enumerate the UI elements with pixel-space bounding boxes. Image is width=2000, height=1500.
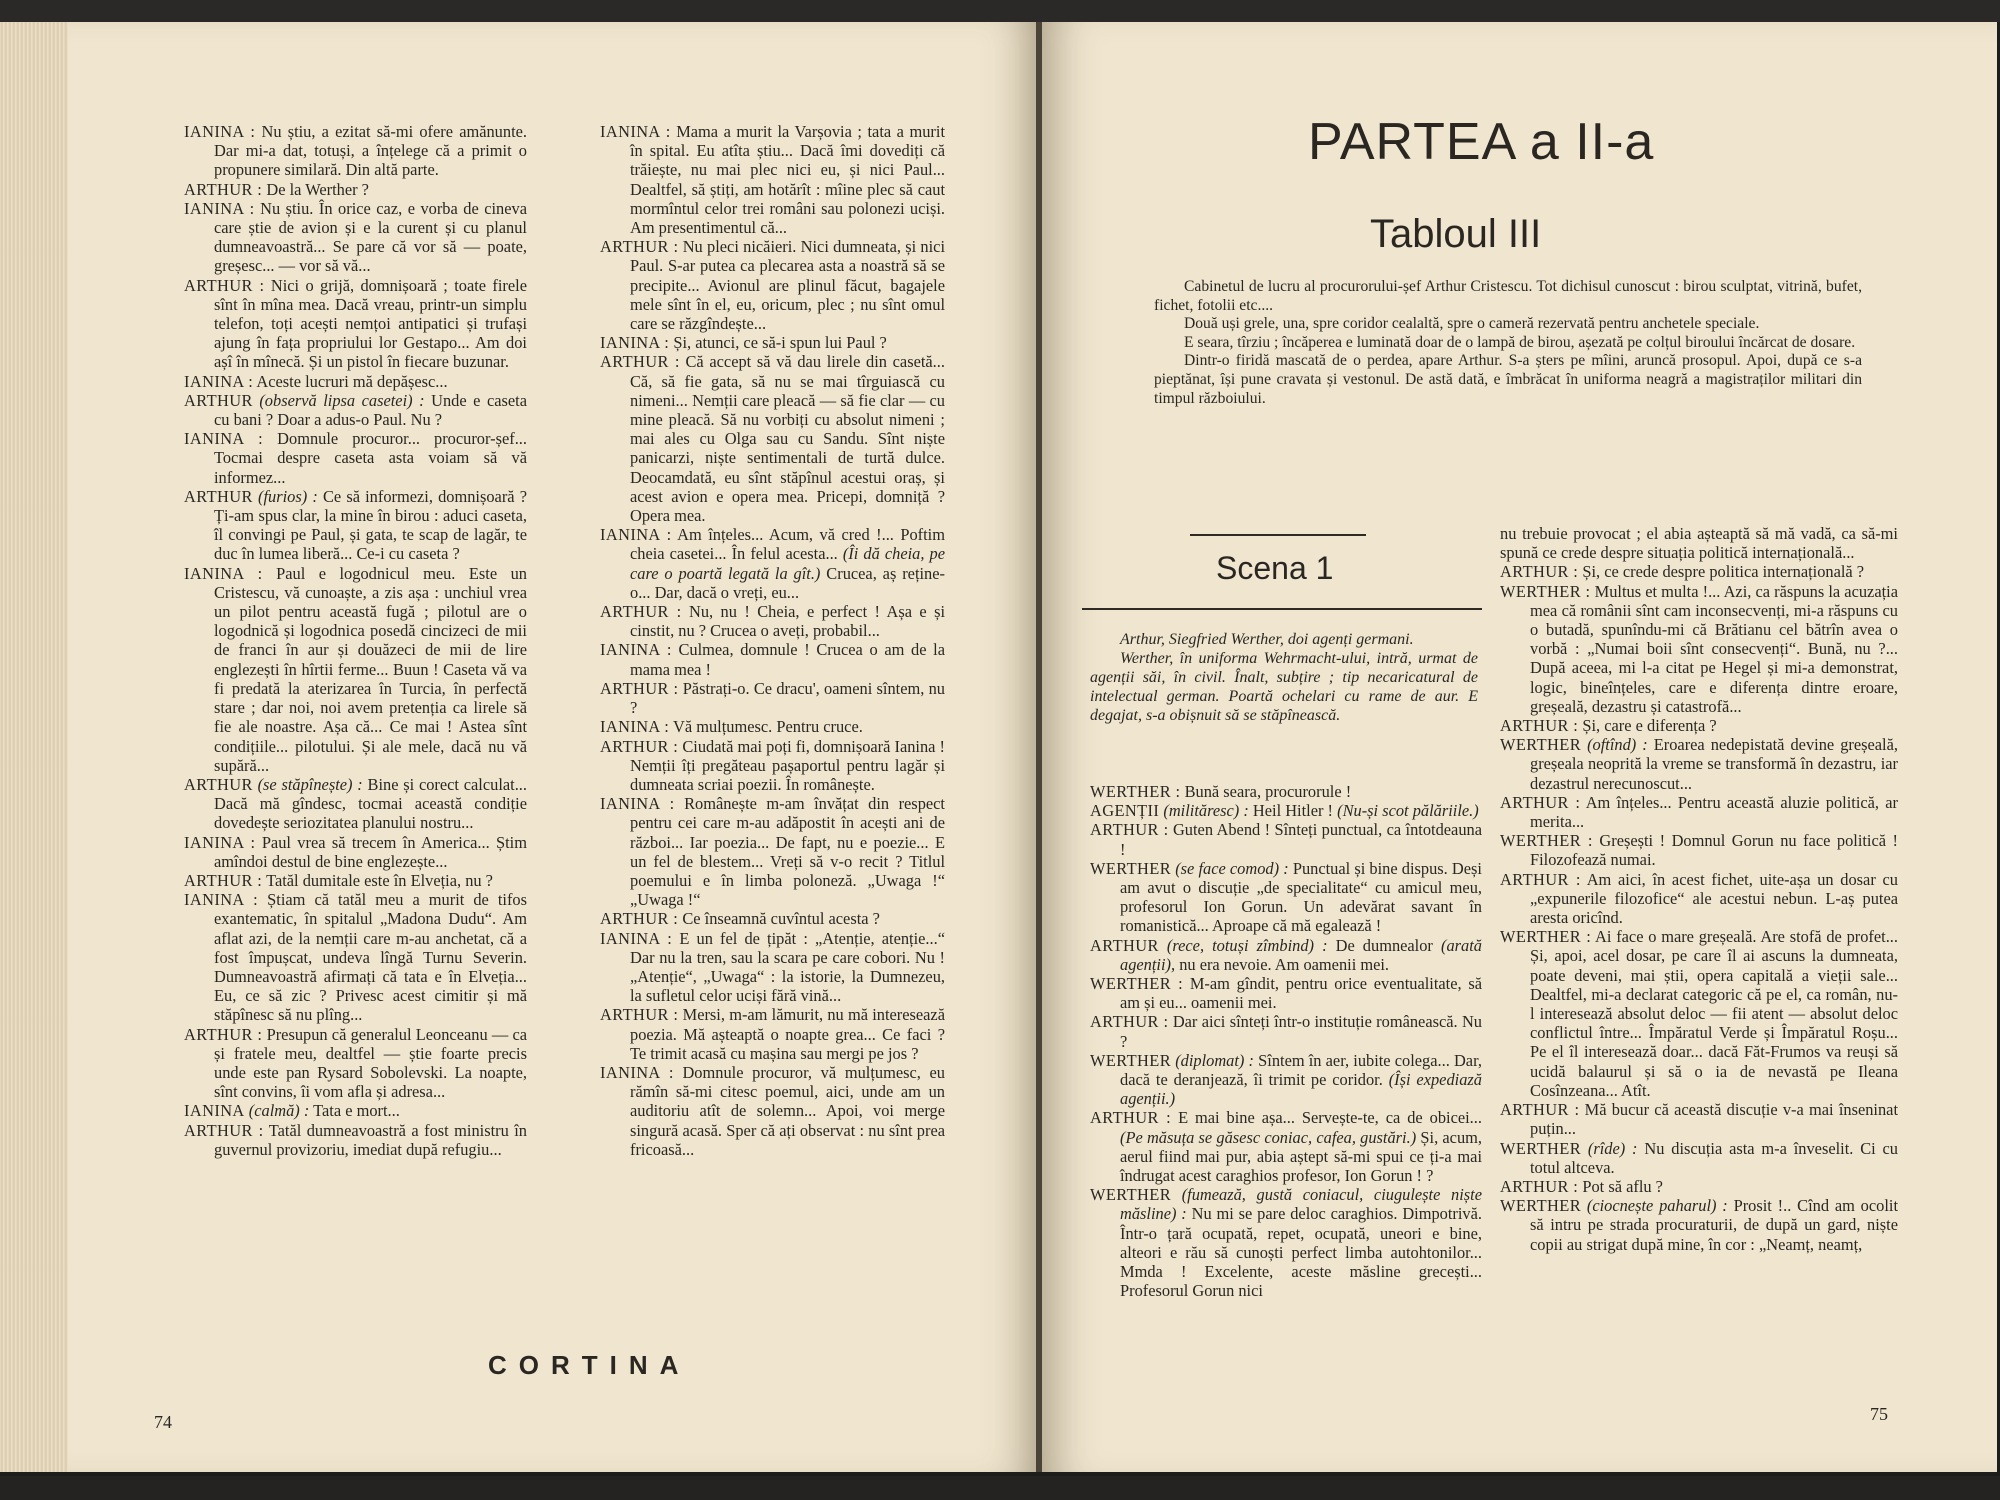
- stage-direction: (Pe măsuța se găsesc coniac, cafea, gustări.): [1120, 1127, 1417, 1147]
- dialogue-text: Că accept să vă dau lirele din casetă... Că, să fie gata, să nu se mai tîrguiască cu nimeni... Nemții care pleacă — să fie clar — cu mine pleacă. Să nu vorbiți cu absolut nimeni ; mai ales cu Olga sau cu Sandu. Sînt niște panicarzi, niște sentimentali de turtă dulce. Deocamdată, eu sînt stăpînul acestui oraș, și acest avion e opera mea. Pricepi, domniță ? Opera mea.: [630, 352, 945, 526]
- speaker-name: ARTHUR :: [600, 909, 679, 929]
- dialogue-text: Nici o grijă, domnișoară ; toate firele sînt în mîna mea. Dacă vreau, printr-un simplu telefon, toți acești nemțoi antipatici și trufași ajung în fața propriului lor Gestapo... Am doi așî în mînecă. Și un pistol în fiecare buzunar.: [214, 275, 527, 372]
- dialogue-text: Am înțeles... Acum, vă cred !... Poftim cheia casetei... În felul acesta...: [630, 525, 945, 564]
- dialogue-text: Tatăl dumitale este în Elveția, nu ?: [266, 870, 493, 890]
- dialogue-text: E mai bine așa... Servește-te, ca de obicei...: [1178, 1108, 1482, 1128]
- left-page: [68, 22, 1040, 1472]
- stage-direction: (rece, totuși zîmbind) :: [1166, 935, 1328, 955]
- dialogue-text: E un fel de țipăt : „Atenție, atenție...“ Dar nu la tren, sau la scara pe care cobori. Nu ! „Atenție“, „Uwaga“ : la istorie, la Dumnezeu, la sufletul celor uciși fără vină...: [630, 928, 945, 1006]
- dialogue-text: Unde e caseta cu bani ? Doar a adus-o Paul. Nu ?: [214, 390, 527, 430]
- dialogue-line: [184, 391, 527, 429]
- cast-paragraph: Arthur, Siegfried Werther, doi agenți germani.: [1120, 631, 1414, 648]
- speaker-name: IANINA :: [184, 371, 254, 391]
- book-edge-bottom: [0, 1476, 2000, 1500]
- dialogue-text: Prosit !.. Cînd am ocolit să intru pe strada procuraturii, de după un gard, niște copii au strigat după mine, în cor : „Neamț, neamț,: [1530, 1196, 1898, 1254]
- divider-bottom: [1082, 608, 1482, 610]
- dialogue-text: Vă mulțumesc. Pentru cruce.: [673, 717, 863, 737]
- part-title: PARTEA a II-a: [1308, 113, 1655, 171]
- speaker-name: WERTHER: [1090, 1185, 1172, 1205]
- dialogue-line: [1090, 936, 1482, 974]
- dialogue-text: Ai face o mare greșeală. Are stofă de profet... Și, apoi, acel dosar, pe care îl ai ascuns la dumneata, poate deveni, mai știi, opera capitală a vieții sale... Dealtfel, mi-a declarat categoric că pe el, ca român, nu-l interesează absolut deloc — fii atent — absolut deloc conflictul între... Împăratul Verde și Împăratul Roșu... Pe el îl interesează doar... dacă Făt-Frumos va reuși să ucidă balaurul și să o ia de nevastă pe Ileana Cosînzeana... Atît.: [1530, 927, 1898, 1100]
- speaker-name: IANINA :: [600, 794, 675, 814]
- speaker-name: ARTHUR :: [600, 352, 680, 372]
- dialogue-text: Punctual și bine dispus. Deși am avut o discuție „de specialitate“ cu amicul meu, profesorul Ion Gorun. Un adevărat savant în romanistică... Aproape că mă egalează !: [1120, 858, 1482, 936]
- dialogue-line: [600, 929, 945, 1006]
- dialogue-line: [600, 602, 945, 640]
- right-page: [1042, 22, 1997, 1472]
- curtain-label: CORTINA: [488, 1350, 691, 1380]
- dialogue-line: [1090, 859, 1482, 936]
- dialogue-text: Și, ce crede despre politica internațională ?: [1582, 562, 1865, 582]
- stage-direction: (milităresc) :: [1163, 801, 1249, 821]
- speaker-name: ARTHUR :: [184, 1120, 264, 1140]
- stage-setting: [1154, 278, 1862, 408]
- stage-direction: (se face comod) :: [1175, 858, 1289, 878]
- dialogue-line: [184, 199, 527, 276]
- dialogue-text: Ce să informezi, domnișoară ? Ți-am spus clar, la mine în birou : aduci caseta, îl convingi pe Paul, și gata, te scap de lagăr, te duc în lumea liberă... Ce-i cu caseta ?: [214, 486, 528, 564]
- dialogue-text: Mama a murit la Varșovia ; tata a murit în spital. Eu atîta știu... Dacă îmi dovediți că trăiește, nu mai plec nici eu, și nici Paul... Dealtfel, să știți, am hotărît : mîine plec să caut mormîntul celor trei români sau polonezi uciși. Am presentimentul că...: [630, 122, 945, 238]
- dialogue-line: [1500, 716, 1898, 735]
- dialogue-text: Presupun că generalul Leonceanu — ca și fratele meu, dealtfel — știe foarte precis unde este pan Rysard Sobolevski. La noapte, sînt convins, îi vom afla și adresa...: [214, 1024, 527, 1102]
- speaker-name: WERTHER :: [1500, 927, 1592, 947]
- stage-direction: (rîde) :: [1587, 1138, 1638, 1158]
- speaker-name: ARTHUR: [184, 486, 253, 506]
- dialogue-line: [184, 890, 527, 1024]
- dialogue-text: Guten Abend ! Sînteți punctual, ca întotdeauna !: [1120, 820, 1482, 859]
- dialogue-line: [1500, 793, 1898, 831]
- speaker-name: IANINA :: [600, 1062, 674, 1082]
- dialogue-line: [1500, 524, 1898, 562]
- speaker-name: AGENȚII: [1090, 801, 1160, 821]
- page-stack-edge: [0, 22, 70, 1472]
- setting-paragraph: Dintr-o firidă mascată de o perdea, apare Arthur. S-a șters pe mîini, aruncă prosopul. Apoi, după ce s-a pieptănat, își pune cravata și vestonul. De astă dată, e îmbrăcat în uniforma neagră a magistraților militari din timpul războiului.: [1154, 352, 1862, 407]
- dialogue-text: Paul e logodnicul meu. Este un Cristescu, vă cunoaște, a zis așa : unchiul vrea un pilot pentru această fugă ; pilotul are o logodnică și logodnica posedă cincizeci de mii de franci în aur și douăzeci de mii de lire englezești în hîrtii ferme... Buun ! Caseta vă va fi predată la aterizarea în Turcia, în perfectă stare ; dar noi, noi avem pretenția ca lirele să fie ale noastre. Așa că... Ce mai ! Astea sînt condițiile... pilotului. Și ale mele, dacă nu vă supără...: [214, 563, 527, 775]
- dialogue-line: [1500, 927, 1898, 1100]
- stage-direction: (calmă) :: [248, 1101, 310, 1121]
- dialogue-line: [600, 909, 945, 928]
- dialogue-line: [184, 180, 527, 199]
- dialogue-text: Greșești ! Domnul Gorun nu face politică ! Filozofează numai.: [1530, 831, 1898, 870]
- dialogue-line: [600, 640, 945, 678]
- dialogue-text: nu era nevoie. Am oamenii mei.: [1179, 954, 1390, 974]
- dialogue-text: Tatăl dumneavoastră a fost ministru în guvernul provizoriu, imediat după refugiu...: [214, 1120, 527, 1159]
- dialogue-text: Nu știu. În orice caz, e vorba de cineva care știe de avion și e la curent și cu planul dumneavoastră... Se pare că vor să — poate, greșesc... — vor să vă...: [214, 198, 527, 276]
- left-column-2: [600, 122, 945, 1159]
- speaker-name: ARTHUR :: [1090, 1108, 1172, 1128]
- page-number-left: 74: [154, 1412, 172, 1432]
- dialogue-text: nu trebuie provocat ; el abia așteaptă să mă vadă, ca să-mi spună ce crede despre situația politică internațională...: [1500, 524, 1898, 563]
- stage-direction: (se stăpînește) :: [257, 774, 363, 794]
- dialogue-line: [184, 122, 527, 180]
- dialogue-line: [1500, 1100, 1898, 1138]
- dialogue-text: Păstrați-o. Ce dracu', oameni sîntem, nu ?: [630, 678, 945, 718]
- dialogue-text: Și, care e diferența ?: [1582, 716, 1717, 736]
- dialogue-text: Mă bucur că această discuție v-a mai înseninat puțin...: [1530, 1100, 1899, 1139]
- speaker-name: WERTHER :: [1500, 581, 1591, 601]
- speaker-name: WERTHER: [1090, 1050, 1172, 1070]
- dialogue-text: Domnule procuror... procuror-șef... Tocmai despre caseta asta voiam să vă informez...: [214, 429, 527, 487]
- speaker-name: ARTHUR :: [600, 602, 682, 622]
- dialogue-line: [184, 1101, 527, 1120]
- speaker-name: IANINA :: [184, 122, 256, 141]
- dialogue-text: Și, atunci, ce să-i spun lui Paul ?: [673, 333, 887, 353]
- dialogue-text: De la Werther ?: [266, 179, 369, 199]
- speaker-name: ARTHUR :: [1090, 820, 1169, 840]
- speaker-name: ARTHUR :: [1500, 716, 1579, 736]
- dialogue-line: [1500, 582, 1898, 716]
- speaker-name: IANINA :: [600, 717, 670, 737]
- speaker-name: ARTHUR :: [1500, 869, 1581, 889]
- dialogue-line: [184, 429, 527, 487]
- stage-direction: (diplomat) :: [1175, 1050, 1254, 1070]
- dialogue-text: Heil Hitler !: [1252, 801, 1334, 821]
- dialogue-text: Știam că tatăl meu a murit de tifos exantematic, în spitalul „Madona Dudu“. Am aflat azi, de la nemții care m-au anchetat, că a fost împușcat, undeva lîngă Turnu Severin. Dumneavoastră afirmați că tata e în Elveția... Eu, ce să zic ? Privesc acest cimitir și mă stăpînesc să nu plîng...: [214, 890, 527, 1025]
- dialogue-text: Bine și corect calculat... Dacă mă gîndesc, tocmai această condiție dovedește seriozitatea planului nostru...: [214, 774, 528, 833]
- dialogue-line: [600, 333, 945, 352]
- dialogue-line: [1500, 1139, 1898, 1177]
- dialogue-line: [184, 487, 527, 564]
- dialogue-line: [600, 1063, 945, 1159]
- dialogue-line: [1090, 1185, 1482, 1300]
- dialogue-line: [184, 775, 527, 833]
- dialogue-text: Tata e mort...: [313, 1101, 400, 1121]
- speaker-name: WERTHER: [1500, 1138, 1582, 1158]
- dialogue-line: [1090, 801, 1482, 820]
- stage-direction: (furios) :: [257, 486, 318, 506]
- speaker-name: WERTHER: [1500, 1196, 1582, 1216]
- dialogue-text: Domnule procuror, vă mulțumesc, eu rămîn să-mi citesc poemul, aici, unde am un auditoriu atît de solemn... Apoi, voi merge singură acasă. Sper că ați observat : nu sînt prea fricoasă...: [630, 1062, 945, 1159]
- tableau-title: Tabloul III: [1370, 212, 1542, 256]
- dialogue-text: Ce înseamnă cuvîntul acesta ?: [682, 909, 880, 929]
- speaker-name: ARTHUR :: [184, 870, 263, 890]
- dialogue-line: [1090, 1012, 1482, 1050]
- cast-paragraph: Werther, în uniforma Wehrmacht-ului, intră, urmat de agenții săi, în civil. Înalt, subțire ; tip necaricatural de intelectual german. Poartă ochelari cu rame de aur. E degajat, s-a obișnuit să se stăpînească.: [1090, 650, 1478, 724]
- speaker-name: IANINA :: [184, 429, 264, 449]
- speaker-name: WERTHER: [1090, 858, 1172, 878]
- dialogue-text: Dar aici sînteți într-o instituție românească. Nu ?: [1120, 1012, 1482, 1051]
- dialogue-text: Sîntem în aer, iubite colega... Dar, dacă te deranjează, îi trimit pe coridor.: [1120, 1050, 1482, 1090]
- dialogue-line: [1500, 735, 1898, 793]
- speaker-name: IANINA :: [600, 640, 672, 660]
- dialogue-text: Am înțeles... Pentru această aluzie politică, ar merita...: [1530, 792, 1898, 832]
- dialogue-line: [600, 525, 945, 602]
- speaker-name: ARTHUR :: [184, 275, 265, 295]
- dialogue-line: [600, 794, 945, 909]
- speaker-name: WERTHER :: [1090, 782, 1181, 801]
- stage-direction: (ciocnește paharul) :: [1586, 1196, 1728, 1216]
- setting-paragraph: Două uși grele, una, spre coridor cealaltă, spre o cameră rezervată pentru anchetele speciale.: [1184, 315, 1760, 333]
- dialogue-text: De dumnealor: [1335, 935, 1433, 955]
- dialogue-line: [1500, 831, 1898, 869]
- dialogue-line: [1090, 820, 1482, 858]
- dialogue-text: Crucea, aș reține-o... Dar, dacă o vreți, eu...: [630, 563, 945, 602]
- dialogue-line: [1500, 1177, 1898, 1196]
- book-edge-top: [0, 0, 2000, 22]
- dialogue-line: [600, 717, 945, 736]
- dialogue-line: [184, 1121, 527, 1159]
- dialogue-text: Nu știu, a ezitat să-mi ofere amănunte. Dar mi-a dat, totuși, a înțelege că a primit o propunere similară. Din altă parte.: [214, 122, 527, 180]
- speaker-name: ARTHUR :: [600, 1005, 679, 1025]
- stage-direction: (observă lipsa casetei) :: [259, 390, 425, 410]
- dialogue-text: Aceste lucruri mă depășesc...: [256, 371, 448, 391]
- dialogue-line: [600, 122, 945, 237]
- dialogue-line: [600, 679, 945, 717]
- speaker-name: WERTHER: [1500, 735, 1582, 755]
- dialogue-text: Bună seara, procurorule !: [1184, 782, 1352, 801]
- setting-paragraph: Cabinetul de lucru al procurorului-șef Arthur Cristescu. Tot dichisul cunoscut : birou sculptat, vitrină, bufet, fichet, fotolii etc....: [1154, 278, 1862, 314]
- dialogue-text: Nu discuția asta m-a înveselit. Ci cu totul altceva.: [1530, 1138, 1899, 1177]
- speaker-name: IANINA :: [184, 890, 259, 910]
- speaker-name: IANINA :: [600, 928, 673, 948]
- right-column-1: [1090, 782, 1482, 1300]
- speaker-name: WERTHER :: [1500, 831, 1593, 851]
- dialogue-line: [600, 737, 945, 795]
- dialogue-text: Nu mi se pare deloc caraghios. Dimpotrivă. Într-o țară ocupată, repet, ocupată, uneori e bine, alteori e rău să cunoști perfect limba autohtonilor... Mmda ! Excelente, acestе măsline grecești... Profesorul Gorun nici: [1120, 1204, 1482, 1301]
- speaker-name: IANINA: [184, 1101, 245, 1121]
- dialogue-line: [1090, 1051, 1482, 1109]
- speaker-name: IANINA :: [600, 122, 671, 141]
- dialogue-text: Ciudată mai poți fi, domnișoară Ianina ! Nemții îți pregăteau pașaportul pentru lagăr și dumneata scriai poezii. În românește.: [630, 736, 946, 794]
- speaker-name: ARTHUR: [1090, 935, 1159, 955]
- speaker-name: IANINA :: [600, 333, 670, 353]
- speaker-name: IANINA :: [184, 832, 256, 852]
- speaker-name: ARTHUR :: [600, 736, 679, 756]
- dialogue-line: [1500, 562, 1898, 581]
- dialogue-line: [184, 1025, 527, 1102]
- speaker-name: ARTHUR :: [184, 179, 263, 199]
- dialogue-line: [184, 833, 527, 871]
- left-column-1: [184, 122, 527, 1159]
- speaker-name: ARTHUR :: [1500, 1100, 1580, 1120]
- speaker-name: ARTHUR :: [1090, 1012, 1169, 1032]
- dialogue-text: Am aici, în acest fichet, uite-așa un dosar cu „expunerile filozofice“ ale acestui nebun. L-aș putea aresta oricînd.: [1530, 869, 1898, 928]
- dialogue-text: Nu pleci nicăieri. Nici dumneata, și nici Paul. S-ar putea ca plecarea asta a noastră să se precipite... Avionul are plinul făcut, bagajele mele sînt în el, eu, oricum, plec ; nu sînt omul care se răzgîndește...: [630, 237, 945, 334]
- dialogue-text: Pot să aflu ?: [1582, 1176, 1663, 1196]
- dialogue-line: [1090, 1108, 1482, 1185]
- scene-title: Scena 1: [1216, 550, 1334, 586]
- dialogue-text: Eroarea nedepistată devine greșeală, greșeala neoprită la vreme se transformă în dezastru, iar dezastrul nerecunoscut...: [1530, 735, 1898, 793]
- dialogue-text: Culmea, domnule ! Crucea o am de la mama mea !: [630, 640, 945, 679]
- dialogue-text: M-am gîndit, pentru orice eventualitate, să am și eu... oamenii mei.: [1120, 974, 1482, 1013]
- dialogue-text: Românește m-am învățat din respect pentru cei care m-au adăpostit în acești ani de război... Iar poezia... De fapt, nu e poezie... E un fel de blestem... Vreți să v-o recit ? Titlul poemului e în limba poloneză. „Uwaga !“ „Uwaga !“: [630, 794, 945, 910]
- dialogue-line: [600, 1005, 945, 1063]
- speaker-name: IANINA :: [184, 198, 255, 218]
- speaker-name: IANINA :: [184, 563, 263, 583]
- dialogue-line: [1500, 870, 1898, 928]
- stage-direction: (arată agenții),: [1120, 935, 1482, 974]
- page-number-right: 75: [1870, 1404, 1888, 1424]
- speaker-name: ARTHUR :: [184, 1024, 263, 1044]
- dialogue-text: Și, acum, aerul fiind mai pur, abia aștept să-mi spui ce ți-a mai îndrugat acest caraghios profesor, Ion Gorun ! ?: [1120, 1127, 1482, 1186]
- speaker-name: ARTHUR :: [600, 237, 679, 257]
- right-column-2: [1500, 524, 1898, 1254]
- dialogue-line: [600, 237, 945, 333]
- stage-direction: (oftînd) :: [1587, 735, 1648, 755]
- stage-direction: (Îi dă cheia, pe care o poartă legată la gît.): [630, 544, 945, 583]
- dialogue-text: Paul vrea să trecem în America... Știm amîndoi destul de bine englezește...: [214, 832, 527, 871]
- dialogue-line: [184, 276, 527, 372]
- dialogue-line: [600, 352, 945, 525]
- stage-direction: (Nu-și scot pălăriile.): [1337, 801, 1479, 821]
- dialogue-text: Mersi, m-am lămurit, nu mă interesează poezia. Mă așteaptă o noapte grea... Ce faci ? Te trimit acasă cu mașina sau mergi pe jos ?: [630, 1005, 945, 1063]
- speaker-name: IANINA :: [600, 525, 672, 545]
- dialogue-line: [184, 871, 527, 890]
- divider-top: [1190, 534, 1366, 536]
- speaker-name: ARTHUR :: [1500, 1176, 1579, 1196]
- dialogue-line: [184, 372, 527, 391]
- speaker-name: ARTHUR: [184, 774, 253, 794]
- stage-direction: (fumează, gustă coniacul, ciugulește niște măsline) :: [1120, 1185, 1482, 1224]
- dialogue-text: Nu, nu ! Cheia, e perfect ! Așa e și cinstit, nu ? Crucea o aveți, probabil...: [630, 602, 946, 641]
- setting-paragraph: E seara, tîrziu ; încăperea e luminată doar de o lampă de birou, așezată pe colțul biroului încărcat de dosare.: [1184, 333, 1856, 351]
- dialogue-line: [184, 564, 527, 775]
- speaker-name: WERTHER :: [1090, 974, 1184, 994]
- speaker-name: ARTHUR :: [1500, 562, 1579, 582]
- dialogue-text: Multus et multa !... Azi, ca răspuns la acuzația mea că românii sînt cam inconsecvenți, mi-a răspuns cu o butadă, spunîndu-mi că Brătianu cel bătrîn avea o vorbă : „Numai boii sînt consecvenți“. Bună, nu ?... După aceea, mi l-a citat pe Hegel și mi-a demonstrat, logic, bineînțeles, care e diferența dintre eroare, greșeală, dezastru și catastrofă...: [1530, 581, 1898, 716]
- speaker-name: ARTHUR :: [1500, 792, 1581, 812]
- stage-direction: (Își expediază agenții.): [1120, 1070, 1482, 1109]
- dialogue-line: [1090, 974, 1482, 1012]
- dialogue-line: [1500, 1196, 1898, 1254]
- speaker-name: ARTHUR: [184, 390, 253, 410]
- speaker-name: ARTHUR :: [600, 678, 679, 698]
- dialogue-line: [1090, 782, 1482, 801]
- cast-list: [1090, 630, 1478, 725]
